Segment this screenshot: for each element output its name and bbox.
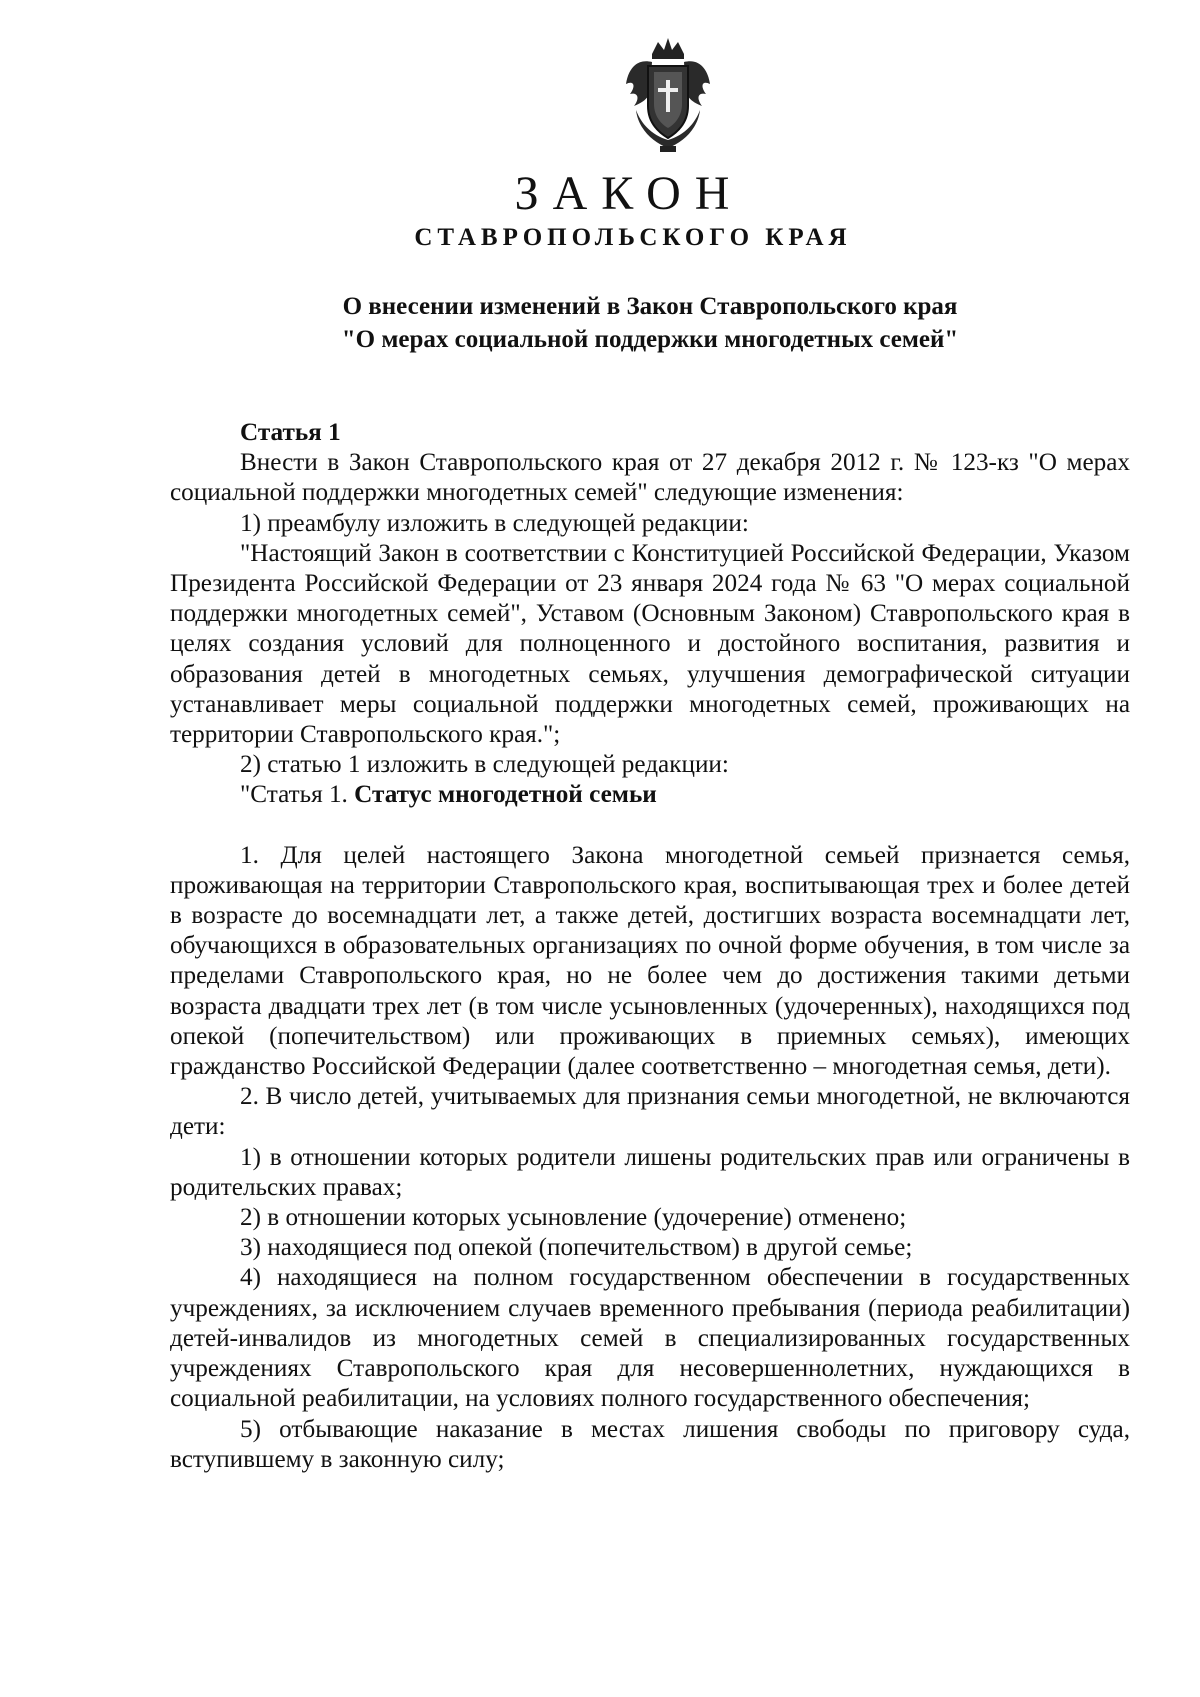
preamble-quote: "Настоящий Закон в соответствии с Конституцией Российской Федерации, Указом Президента Российской Федерации от 23 января 2024 года № 63 "О мерах социальной поддержки многодетных семей", Уставом (Основным Законом) Ставропольского края в целях создания условий для полноценного и достойного воспитания, развития и образования детей в многодетных семьях, улучшения демографической ситуации устанавливает меры социальной поддержки многодетных семей, проживающих на территории Ставропольского края."; <box>170 539 1130 749</box>
paragraph-2: 2. В число детей, учитываемых для признания семьи многодетной, не включаются дети: <box>170 1083 1130 1141</box>
paragraph-1: 1. Для целей настоящего Закона многодетной семьей признается семья, проживающая на территории Ставропольского края, воспитывающая трех и более детей в возрасте до восемнадцати лет, а также детей, достигших возраста восемнадцати лет, обучающихся в образовательных организациях по очной форме обучения, в том числе за пределами Ставропольского края, но не более чем до достижения такими детьми возраста двадцати трех лет (в том числе усыновленных (удочеренных), находящихся под опекой (попечительством) или проживающих в приемных семьях), имеющих гражданство Российской Федерации (далее соответственно – многодетная семья, дети). <box>170 841 1130 1081</box>
subitem-4: 4) находящиеся на полном государственном обеспечении в государственных учреждениях, за исключением случаев временного пребывания (периода реабилитации) детей-инвалидов из многодетных семей в специализированных государственных учреждениях Ставропольского края для несовершеннолетних, нуждающихся в социальной реабилитации, на условиях полного государственного обеспечения; <box>170 1264 1130 1413</box>
law-name <box>170 290 1130 356</box>
new-article-prefix: "Статья 1. <box>240 781 348 809</box>
stavropol-coat-of-arms-icon <box>622 36 714 156</box>
document-subtitle: СТАВРОПОЛЬСКОГО КРАЯ <box>414 224 852 251</box>
law-name-line-2: "О мерах социальной поддержки многодетных семей" <box>341 326 959 353</box>
law-name-line-1: О внесении изменений в Закон Ставропольского края <box>342 293 958 320</box>
article-intro: Внести в Закон Ставропольского края от 27 декабря 2012 г. № 123-кз "О мерах социальной поддержки многодетных семей" следующие изменения: <box>170 449 1130 507</box>
subitem-3: 3) находящиеся под опекой (попечительством) в другой семье; <box>240 1234 913 1262</box>
subitem-2: 2) в отношении которых усыновление (удочерение) отменено; <box>240 1204 907 1232</box>
document-body <box>170 418 1130 1475</box>
amendment-item-1: 1) преамбулу изложить в следующей редакции: <box>240 509 749 537</box>
new-article-heading <box>170 780 1130 810</box>
amendment-item-2: 2) статью 1 изложить в следующей редакции: <box>240 751 729 779</box>
subitem-1: 1) в отношении которых родители лишены родительских прав или ограничены в родительских правах; <box>170 1143 1130 1201</box>
subitem-5: 5) отбывающие наказание в местах лишения свободы по приговору суда, вступившему в законную силу; <box>170 1415 1130 1473</box>
document-title: ЗАКОН <box>514 167 744 220</box>
new-article-title: Статус многодетной семьи <box>354 781 657 809</box>
article-heading: Статья 1 <box>240 419 341 446</box>
